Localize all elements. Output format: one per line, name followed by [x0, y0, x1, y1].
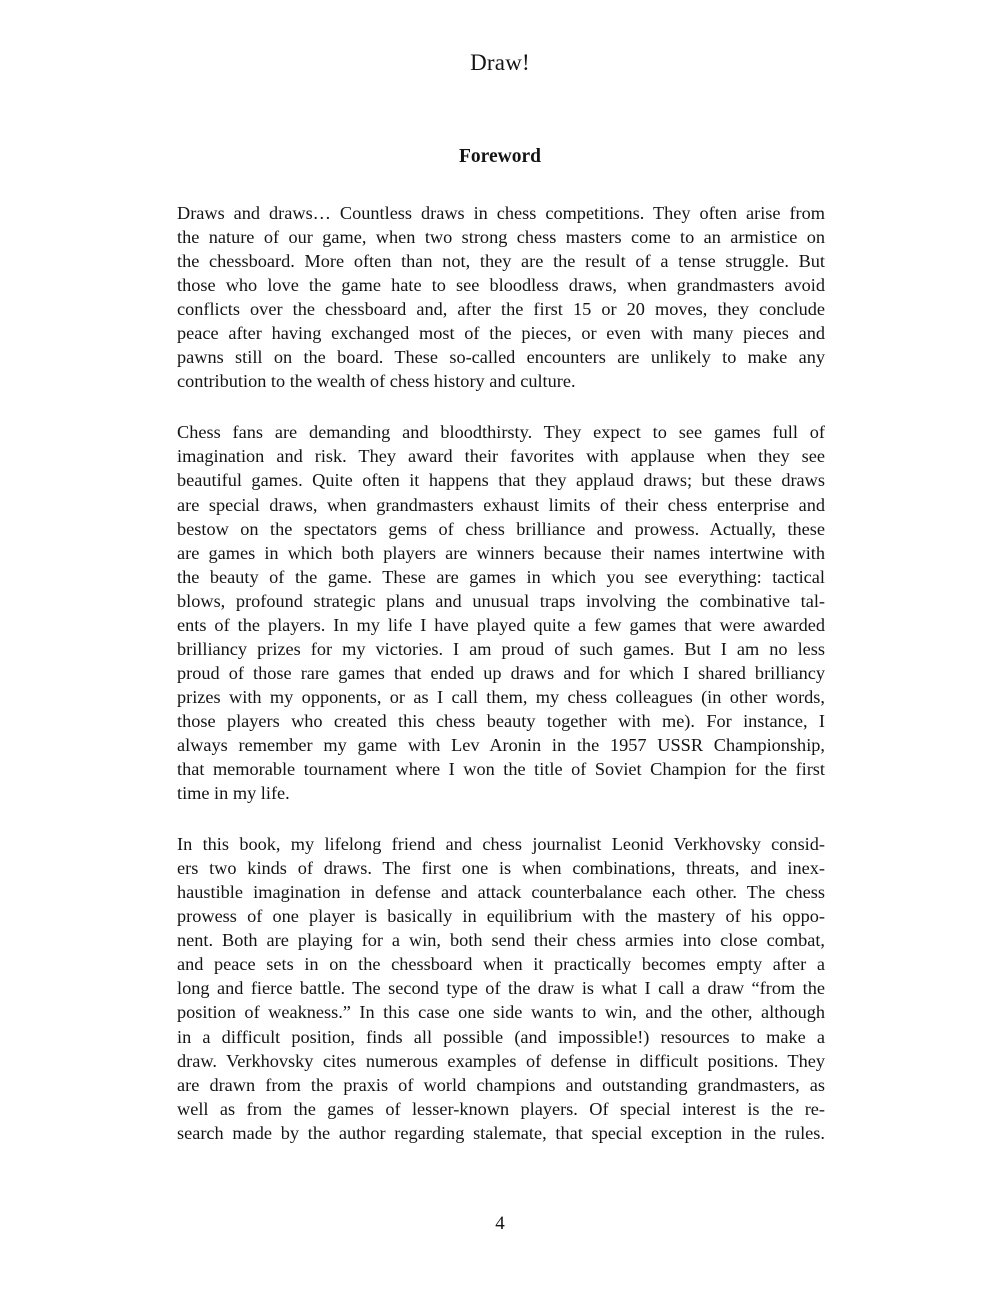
text-line: Chess fans are demanding and bloodthirsty. They expect to see games full of — [177, 422, 825, 443]
running-header: Draw! — [470, 50, 530, 75]
text-line: long and fierce battle. The second type of the draw is what I call a draw “from the — [177, 978, 825, 999]
paragraph-2 — [177, 420, 825, 805]
text-line: are drawn from the praxis of world champions and outstanding grandmasters, as — [177, 1074, 825, 1095]
text-line: are games in which both players are winners because their names intertwine with — [177, 542, 825, 563]
text-line: that memorable tournament where I won the title of Soviet Champion for the first — [177, 759, 825, 780]
text-line: and peace sets in on the chessboard when it practically becomes empty after a — [177, 954, 825, 975]
paragraph-3 — [177, 832, 825, 1145]
text-line: the beauty of the game. These are games in which you see everything: tactical — [177, 566, 825, 587]
text-line: contribution to the wealth of chess history and culture. — [177, 371, 576, 392]
text-line: ents of the players. In my life I have played quite a few games that were awarded — [177, 614, 825, 635]
page-number: 4 — [495, 1213, 505, 1234]
text-line: bestow on the spectators gems of chess brilliance and prowess. Actually, these — [177, 518, 825, 539]
section-title: Foreword — [459, 146, 541, 167]
text-line: pawns still on the board. These so-called encounters are unlikely to make any — [177, 347, 825, 368]
text-line: position of weakness.” In this case one side wants to win, and the other, although — [177, 1002, 825, 1023]
text-line: time in my life. — [177, 783, 290, 804]
text-line: blows, profound strategic plans and unusual traps involving the combinative tal- — [177, 590, 825, 611]
text-line: prizes with my opponents, or as I call them, my chess colleagues (in other words, — [177, 686, 825, 707]
text-line: well as from the games of lesser-known players. Of special interest is the re- — [177, 1098, 825, 1119]
text-line: In this book, my lifelong friend and chess journalist Leonid Verkhovsky consid- — [177, 834, 825, 855]
text-line: ers two kinds of draws. The first one is when combinations, threats, and inex- — [177, 858, 825, 879]
text-line: those players who created this chess beauty together with me). For instance, I — [177, 710, 825, 731]
text-line: peace after having exchanged most of the pieces, or even with many pieces and — [177, 323, 825, 344]
text-line: Draws and draws… Countless draws in chess competitions. They often arise from — [177, 203, 825, 223]
text-line: brilliancy prizes for my victories. I am proud of such games. But I am no less — [177, 638, 825, 659]
text-line: are special draws, when grandmasters exhaust limits of their chess enterprise and — [177, 494, 825, 515]
text-line: haustible imagination in defense and attack counterbalance each other. The chess — [177, 882, 825, 903]
text-line: beautiful games. Quite often it happens that they applaud draws; but these draws — [177, 470, 825, 491]
text-line: proud of those rare games that ended up draws and for which I shared brilliancy — [177, 662, 825, 683]
text-line: in a difficult position, finds all possible (and impossible!) resources to make a — [177, 1026, 825, 1047]
text-line: always remember my game with Lev Aronin in the 1957 USSR Championship, — [177, 734, 825, 755]
text-line: prowess of one player is basically in equilibrium with the mastery of his oppo- — [177, 906, 825, 927]
body-text — [177, 201, 825, 1172]
text-line: nent. Both are playing for a win, both send their chess armies into close combat, — [177, 930, 825, 951]
text-line: conflicts over the chessboard and, after the first 15 or 20 moves, they conclude — [177, 299, 825, 320]
text-line: those who love the game hate to see bloodless draws, when grandmasters avoid — [177, 275, 825, 296]
text-line: search made by the author regarding stalemate, that special exception in the rules. — [177, 1122, 825, 1143]
text-line: the chessboard. More often than not, they are the result of a tense struggle. But — [177, 251, 825, 272]
text-line: imagination and risk. They award their favorites with applause when they see — [177, 446, 825, 467]
text-line: draw. Verkhovsky cites numerous examples of defense in difficult positions. They — [177, 1050, 825, 1071]
text-line: the nature of our game, when two strong chess masters come to an armistice on — [177, 227, 825, 248]
paragraph-1 — [177, 201, 825, 393]
